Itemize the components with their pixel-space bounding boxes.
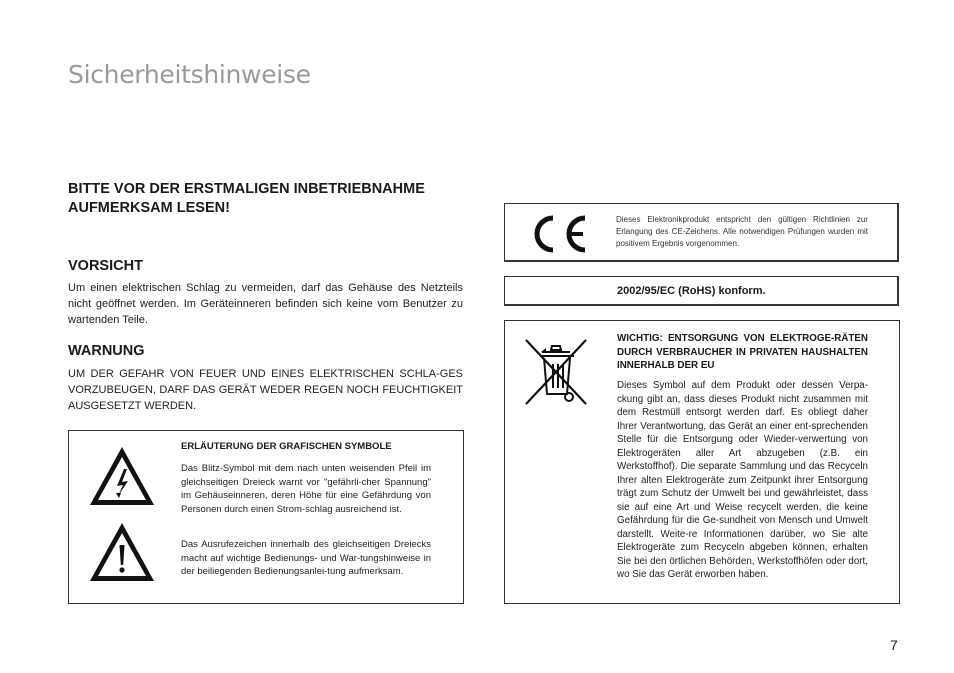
lightning-warning-triangle-icon <box>88 445 156 512</box>
ce-mark-icon <box>525 212 591 261</box>
vorsicht-section <box>68 280 463 328</box>
warnung-section <box>68 366 463 414</box>
warnung-heading: WARNUNG <box>68 343 145 359</box>
weee-title: WICHTIG: ENTSORGUNG VON ELEKTROGE-RÄTEN DURCH VERBRAUCHER IN PRIVATEN HAUSHALTEN INNERHALB DER EU <box>617 333 868 371</box>
rohs-box <box>504 276 899 306</box>
crossed-out-wheelie-bin-icon <box>522 338 594 413</box>
symbols-explanation-box <box>68 430 464 604</box>
warnung-text: UM DER GEFAHR VON FEUER UND EINES ELEKTRISCHEN SCHLA-GES VORZUBEUGEN, DARF DAS GERÄT WEDER REGEN NOCH FEUCHTIGKEIT AUSGESETZT WERDEN. <box>68 368 463 412</box>
vorsicht-text: Um einen elektrischen Schlag zu vermeiden, darf das Gehäuse des Netzteils nicht geöffnet werden. Im Geräteinneren befinden sich keine vom Benutzer zu wartenden Teile. <box>68 282 463 326</box>
exclamation-warning-triangle-icon <box>88 521 156 588</box>
exclamation-symbol-description: Das Ausrufezeichen innerhalb des gleichseitigen Dreiecks macht auf wichtige Bedienungs- und War-tungshinweise in der beiliegenden Bedienungsanlei-tung aufmerksam. <box>181 539 431 577</box>
weee-text: Dieses Symbol auf dem Produkt oder dessen Verpa-ckung gibt an, dass dieses Produkt nicht zusammen mit dem Restmüll entsorgt werden darf. Es obliegt daher Ihrer Verantwortung, das Gerät an einer ent-sprechenden Stelle für die Entsorgung oder Wieder-verwertung von Elektrogeräten aller Art abzugeben (z.B. ein Werkstoffhof). Die separate Sammlung und das Recyceln Ihrer alten Elektrogeräte zum Zeitpunkt ihrer Entsorgung trägt zum Schutz der Umwelt bei und gewährleistet, dass sie auf eine Art und Weise recycelt werden, die keine Gefährdung für die Ge-sundheit von Mensch und Umwelt darstellt. Weite-re Informationen darüber, wo Sie alte Elektrogeräte zum Recyceln abgeben können, erhalten Sie bei den örtlichen Behörden, Werkstoffhöfen oder dort, wo Sie das Gerät erworben haben. <box>617 380 868 580</box>
page-number: 7 <box>890 637 898 653</box>
page-title: Sicherheitshinweise <box>68 60 311 89</box>
vorsicht-heading: VORSICHT <box>68 258 143 274</box>
ce-conformity-box <box>504 203 899 262</box>
weee-disposal-box <box>504 320 900 604</box>
symbols-box-title: ERLÄUTERUNG DER GRAFISCHEN SYMBOLE <box>181 441 392 452</box>
main-heading-block <box>68 180 463 218</box>
main-heading: BITTE VOR DER ERSTMALIGEN INBETRIEBNAHME AUFMERKSAM LESEN! <box>68 181 425 216</box>
ce-conformity-text: Dieses Elektronikprodukt entspricht den gültigen Richtlinien zur Erlangung des CE-Zeichens. Alle notwendigen Prüfungen wurden mit positivem Ergebnis vorgenommen. <box>616 215 868 248</box>
rohs-text: 2002/95/EC (RoHS) konform. <box>617 285 766 297</box>
lightning-symbol-description: Das Blitz-Symbol mit dem nach unten weisenden Pfeil im gleichseitigen Dreieck warnt vor "gefährli-cher Spannung" im Gehäuseinneren, deren Höhe für eine Gefährdung von Personen durch einen Strom-schlag ausreichend ist. <box>181 463 431 515</box>
